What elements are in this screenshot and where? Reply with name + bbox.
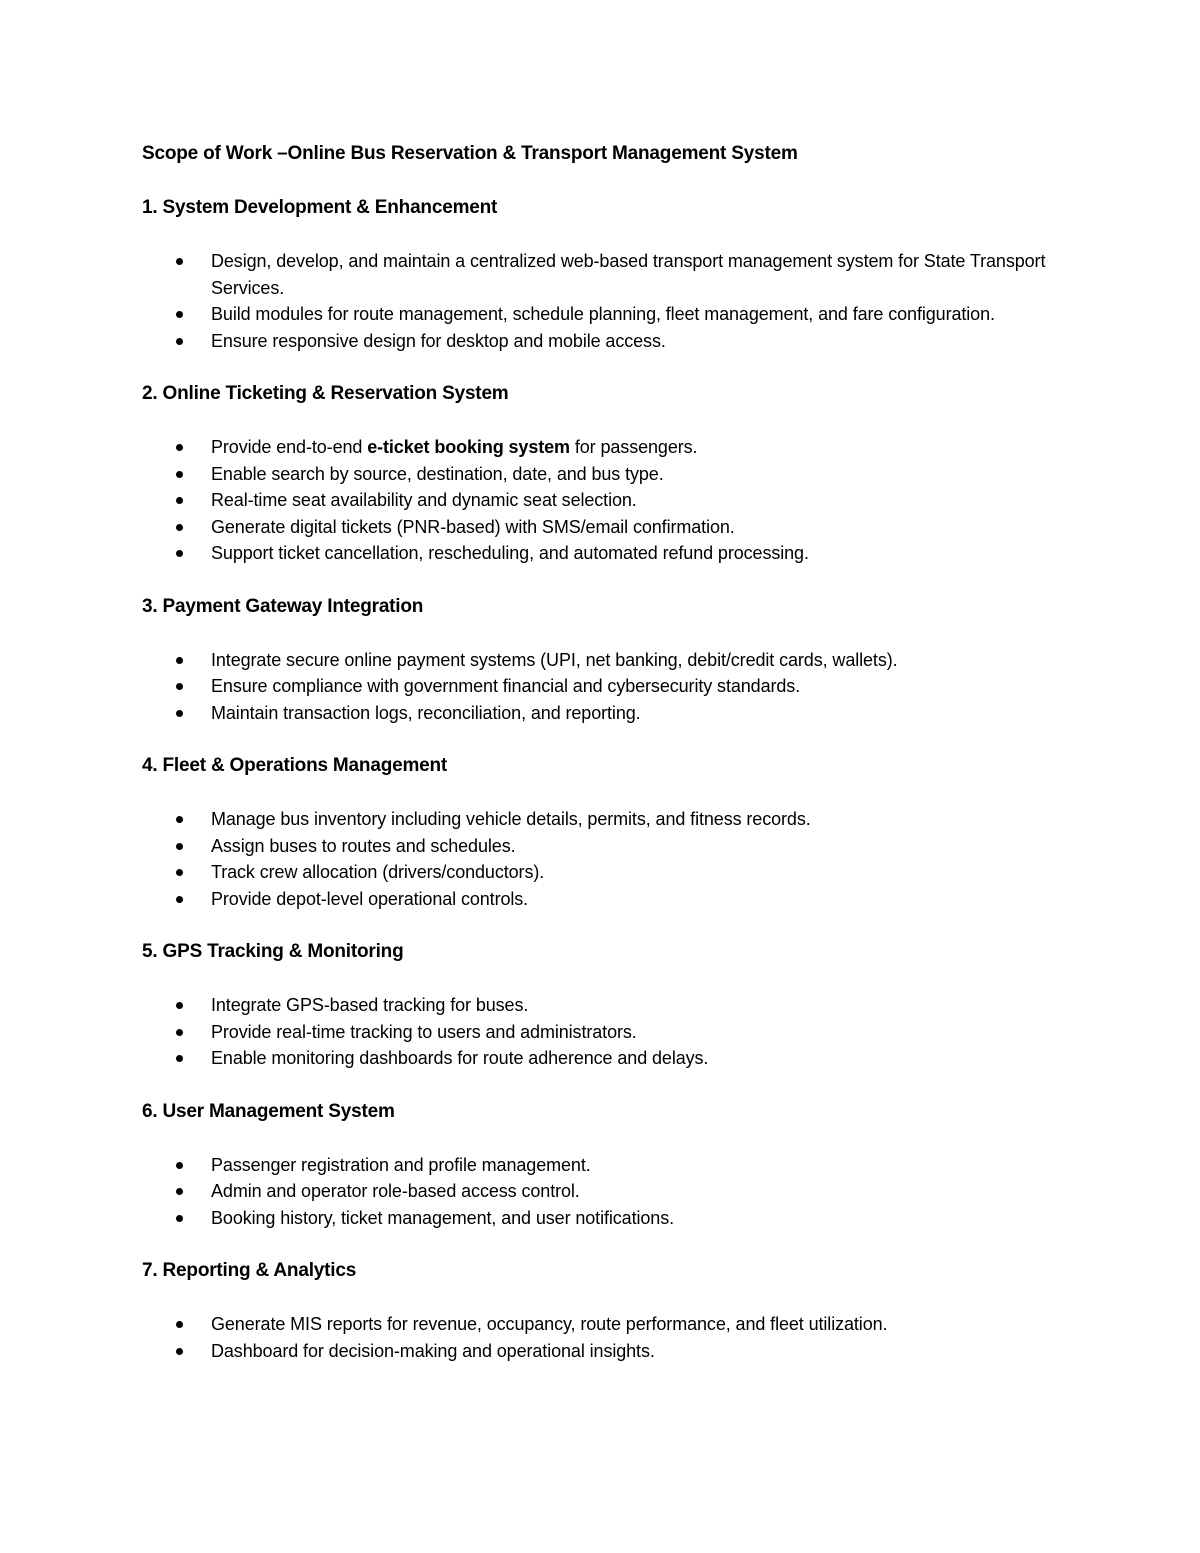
- list-item: [142, 1205, 1062, 1232]
- bullet-icon: [176, 524, 183, 531]
- list-item-text: Track crew allocation (drivers/conductors).: [211, 862, 545, 882]
- list-item-text: Dashboard for decision-making and operational insights.: [211, 1340, 655, 1361]
- bullet-list: [142, 647, 1062, 727]
- section-reporting-analytics: [142, 1257, 1062, 1364]
- section-payment-gateway: [142, 593, 1062, 727]
- bullet-list: [142, 434, 1062, 567]
- section-heading: 4. Fleet & Operations Management: [142, 755, 448, 776]
- list-item: [142, 1019, 1062, 1046]
- list-item-text: Build modules for route management, schedule planning, fleet management, and fare configuration.: [211, 304, 995, 324]
- list-item-text: Manage bus inventory including vehicle details, permits, and fitness records.: [211, 809, 811, 829]
- list-item-text: Generate digital tickets (PNR-based) with SMS/email confirmation.: [211, 516, 735, 537]
- bullet-icon: [176, 1055, 183, 1062]
- bullet-icon: [176, 816, 183, 823]
- list-item-text: Ensure compliance with government financial and cybersecurity standards.: [211, 676, 801, 696]
- list-item: [142, 1311, 1062, 1338]
- bullet-icon: [176, 710, 183, 717]
- document-title: Scope of Work –Online Bus Reservation & Transport Management System: [142, 143, 798, 164]
- list-item-text: Integrate secure online payment systems (UPI, net banking, debit/credit cards, wallets).: [211, 649, 898, 670]
- bullet-list: [142, 1311, 1062, 1364]
- section-heading: 1. System Development & Enhancement: [142, 197, 498, 218]
- list-item-text: Provide depot-level operational controls.: [211, 888, 529, 909]
- bullet-icon: [176, 896, 183, 903]
- bullet-icon: [176, 258, 183, 265]
- bullet-icon: [176, 843, 183, 850]
- document-body: [142, 140, 1062, 1390]
- list-item-text: Provide real-time tracking to users and administrators.: [211, 1021, 637, 1042]
- list-item: [142, 647, 1062, 674]
- list-item: [142, 461, 1062, 488]
- section-heading: 2. Online Ticketing & Reservation System: [142, 383, 509, 404]
- list-item: [142, 1178, 1062, 1205]
- bullet-icon: [176, 1188, 183, 1195]
- bullet-icon: [176, 1321, 183, 1328]
- bullet-icon: [176, 497, 183, 504]
- bullet-icon: [176, 338, 183, 345]
- bullet-icon: [176, 311, 183, 318]
- bullet-icon: [176, 1029, 183, 1036]
- bullet-icon: [176, 1162, 183, 1169]
- bullet-list: [142, 248, 1062, 354]
- bullet-icon: [176, 550, 183, 557]
- list-item-text: Booking history, ticket management, and user notifications.: [211, 1207, 675, 1228]
- list-item-text: Support ticket cancellation, rescheduling, and automated refund processing.: [211, 543, 809, 563]
- list-item: [142, 886, 1062, 913]
- list-item: [142, 301, 1062, 328]
- list-item: [142, 1045, 1062, 1072]
- list-item: [142, 673, 1062, 700]
- list-item: [142, 806, 1062, 833]
- list-item-text: Assign buses to routes and schedules.: [211, 835, 516, 856]
- list-item-text: Generate MIS reports for revenue, occupancy, route performance, and fleet utilization.: [211, 1314, 888, 1334]
- list-item: [142, 540, 1062, 567]
- bullet-icon: [176, 869, 183, 876]
- list-item-text: Enable monitoring dashboards for route adherence and delays.: [211, 1048, 709, 1068]
- list-item: [142, 434, 1062, 461]
- list-item-text-bold: e-ticket booking system: [367, 437, 570, 457]
- list-item: [142, 514, 1062, 541]
- section-heading: 5. GPS Tracking & Monitoring: [142, 941, 404, 962]
- list-item: [142, 328, 1062, 355]
- section-heading: 7. Reporting & Analytics: [142, 1260, 357, 1281]
- list-item: [142, 700, 1062, 727]
- section-heading: 3. Payment Gateway Integration: [142, 595, 424, 617]
- list-item-text: Design, develop, and maintain a centralized web-based transport management system for State Transport Services.: [211, 251, 1046, 298]
- bullet-icon: [176, 471, 183, 478]
- bullet-icon: [176, 1215, 183, 1222]
- section-online-ticketing: [142, 380, 1062, 567]
- list-item-text: Admin and operator role-based access control.: [211, 1181, 580, 1201]
- list-item-text: Integrate GPS-based tracking for buses.: [211, 995, 529, 1015]
- list-item-text: Passenger registration and profile management.: [211, 1154, 591, 1175]
- section-system-development: [142, 194, 1062, 354]
- section-user-management: [142, 1098, 1062, 1232]
- bullet-icon: [176, 657, 183, 664]
- bullet-list: [142, 992, 1062, 1072]
- list-item: [142, 833, 1062, 860]
- list-item-text: Ensure responsive design for desktop and mobile access.: [211, 330, 666, 351]
- list-item-text: Maintain transaction logs, reconciliation, and reporting.: [211, 702, 641, 723]
- bullet-icon: [176, 1002, 183, 1009]
- bullet-list: [142, 806, 1062, 912]
- list-item-text: Enable search by source, destination, date, and bus type.: [211, 463, 664, 484]
- list-item: [142, 487, 1062, 514]
- list-item-text: Real-time seat availability and dynamic seat selection.: [211, 490, 637, 510]
- bullet-icon: [176, 1348, 183, 1355]
- list-item-text-after: for passengers.: [569, 437, 698, 457]
- list-item-text-before: Provide end-to-end: [211, 437, 368, 457]
- section-heading: 6. User Management System: [142, 1100, 395, 1122]
- list-item: [142, 1338, 1062, 1365]
- list-item: [142, 1152, 1062, 1179]
- bullet-list: [142, 1152, 1062, 1232]
- list-item: [142, 992, 1062, 1019]
- bullet-icon: [176, 683, 183, 690]
- list-item: [142, 248, 1062, 301]
- section-fleet-operations: [142, 752, 1062, 912]
- bullet-icon: [176, 444, 183, 451]
- section-gps-tracking: [142, 938, 1062, 1072]
- list-item: [142, 859, 1062, 886]
